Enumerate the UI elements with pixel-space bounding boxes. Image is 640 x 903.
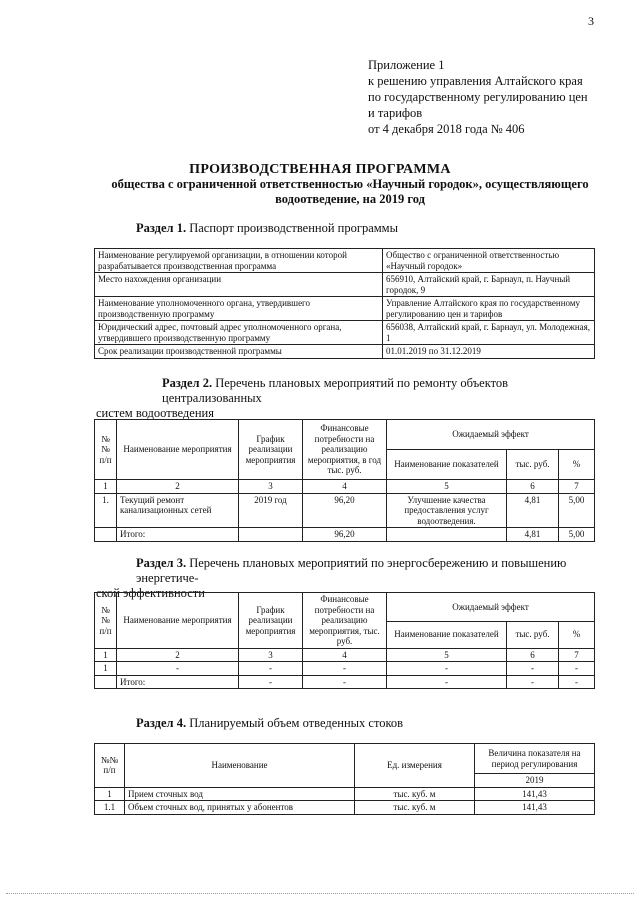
row-value: 141,43: [475, 787, 595, 801]
header-finance: Финансовые потребности на реализацию мероприятия, в год тыс. руб.: [303, 420, 387, 480]
total-rub: 4,81: [507, 528, 559, 542]
section3-label: Раздел 3.: [136, 556, 187, 570]
row-schedule: -: [239, 662, 303, 676]
appendix-line: и тарифов: [368, 106, 423, 120]
section4-text: Планируемый объем отведенных стоков: [189, 716, 404, 730]
row-indicator: Улучшение качества предоставления услуг водоотведения.: [387, 493, 507, 528]
passport-cell-name: Наименование уполномоченного органа, утвердившего производственную программу: [95, 297, 383, 321]
table-row: [95, 493, 595, 528]
row-pct: -: [559, 662, 595, 676]
passport-cell-value: 656038, Алтайский край, г. Барнаул, ул. Молодежная, 1: [383, 321, 595, 345]
passport-cell-value: 01.01.2019 по 31.12.2019: [383, 345, 595, 359]
section4-label: Раздел 4.: [136, 716, 187, 730]
total-label: Итого:: [117, 528, 239, 542]
total-indicator: -: [387, 675, 507, 689]
table-row: [95, 273, 595, 297]
row-num: 1.1: [95, 801, 125, 815]
row-value: 141,43: [475, 801, 595, 815]
passport-cell-name: Юридический адрес, почтовый адрес уполномоченного органа, утвердившего производственную программу: [95, 321, 383, 345]
column-number: 5: [387, 648, 507, 662]
row-name: Текущий ремонт канализационных сетей: [117, 493, 239, 528]
row-num: 1: [95, 662, 117, 676]
total-finance: 96,20: [303, 528, 387, 542]
row-pct: 5,00: [559, 493, 595, 528]
empty-cell: [95, 675, 117, 689]
row-finance: 96,20: [303, 493, 387, 528]
header-pct: %: [559, 621, 595, 648]
table-row: [95, 787, 595, 801]
header-rub: тыс. руб.: [507, 450, 559, 480]
row-num: 1.: [95, 493, 117, 528]
row-rub: 4,81: [507, 493, 559, 528]
row-unit: тыс. куб. м: [355, 787, 475, 801]
header-effect: Ожидаемый эффект: [387, 593, 595, 622]
row-num: 1: [95, 787, 125, 801]
header-year: 2019: [475, 774, 595, 788]
section3-text-cont: ской эффективности: [96, 586, 205, 600]
section2-heading: [96, 376, 596, 421]
section1-text: Паспорт производственной программы: [189, 221, 398, 235]
passport-cell-value: 656910, Алтайский край, г. Барнаул, п. Научный городок, 9: [383, 273, 595, 297]
header-schedule: График реализации мероприятия: [239, 420, 303, 480]
appendix-line: Приложение 1: [368, 58, 445, 72]
header-value: Величина показателя на период регулирования: [475, 744, 595, 774]
table-row: [95, 662, 595, 676]
header-indicator: Наименование показателей: [387, 621, 507, 648]
appendix-line: от 4 декабря 2018 года № 406: [368, 122, 525, 136]
table-header-row: [95, 744, 595, 774]
section3-text: Перечень плановых мероприятий по энергосбережению и повышению энергетиче-: [136, 556, 567, 585]
column-number: 3: [239, 480, 303, 494]
row-unit: тыс. куб. м: [355, 801, 475, 815]
page-number: 3: [588, 14, 594, 28]
header-finance: Финансовые потребности на реализацию мероприятия, тыс. руб.: [303, 593, 387, 649]
section2-text-cont: систем водоотведения: [96, 406, 214, 420]
total-schedule: -: [239, 675, 303, 689]
header-name: Наименование мероприятия: [117, 420, 239, 480]
total-label: Итого:: [117, 675, 239, 689]
column-number: 7: [559, 648, 595, 662]
table-row: [95, 249, 595, 273]
passport-cell-value: Управление Алтайского края по государственному регулированию цен и тарифов: [383, 297, 595, 321]
header-unit: Ед. измерения: [355, 744, 475, 788]
total-pct: -: [559, 675, 595, 689]
header-name: Наименование мероприятия: [117, 593, 239, 649]
empty-cell: [95, 528, 117, 542]
repair-measures-table: [94, 419, 595, 542]
section4-heading: [136, 716, 403, 731]
passport-cell-name: Наименование регулируемой организации, в отношении которой разрабатывается производственная программа: [95, 249, 383, 273]
section1-heading: [136, 221, 398, 236]
header-rub: тыс. руб.: [507, 621, 559, 648]
header-num: №№ п/п: [95, 420, 117, 480]
document-subtitle: [90, 177, 610, 207]
passport-cell-name: Срок реализации производственной программы: [95, 345, 383, 359]
appendix-line: к решению управления Алтайского края: [368, 74, 583, 88]
column-number: 4: [303, 480, 387, 494]
page-bottom-divider: [6, 893, 634, 894]
row-indicator: -: [387, 662, 507, 676]
subtitle-line: водоотведение, на 2019 год: [275, 192, 425, 206]
header-num: №№ п/п: [95, 744, 125, 788]
table-row: [95, 801, 595, 815]
document-title: ПРОИЗВОДСТВЕННАЯ ПРОГРАММА: [189, 162, 451, 177]
column-number: 2: [117, 480, 239, 494]
column-number: 7: [559, 480, 595, 494]
passport-cell-value: Общество с ограниченной ответственностью «Научный городок»: [383, 249, 595, 273]
header-name: Наименование: [125, 744, 355, 788]
energy-measures-table: [94, 592, 595, 689]
column-number: 6: [507, 480, 559, 494]
wastewater-volume-table: [94, 743, 595, 815]
column-number: 1: [95, 648, 117, 662]
total-finance: -: [303, 675, 387, 689]
table-header-row: [95, 593, 595, 622]
row-name: Объем сточных вод, принятых у абонентов: [125, 801, 355, 815]
column-number: 1: [95, 480, 117, 494]
passport-cell-name: Место нахождения организации: [95, 273, 383, 297]
column-number-row: [95, 480, 595, 494]
subtitle-line: общества с ограниченной ответственностью «Научный городок», осуществляющего: [111, 177, 589, 191]
header-schedule: График реализации мероприятия: [239, 593, 303, 649]
column-number: 6: [507, 648, 559, 662]
table-row: [95, 345, 595, 359]
header-pct: %: [559, 450, 595, 480]
section2-text: Перечень плановых мероприятий по ремонту объектов централизованных: [162, 376, 509, 405]
column-number-row: [95, 648, 595, 662]
column-number: 5: [387, 480, 507, 494]
empty-cell: [239, 528, 303, 542]
row-name: -: [117, 662, 239, 676]
column-number: 3: [239, 648, 303, 662]
section1-label: Раздел 1.: [136, 221, 187, 235]
header-indicator: Наименование показателей: [387, 450, 507, 480]
total-pct: 5,00: [559, 528, 595, 542]
total-rub: -: [507, 675, 559, 689]
table-row: [95, 321, 595, 345]
table-row: [95, 297, 595, 321]
column-number: 2: [117, 648, 239, 662]
row-name: Прием сточных вод: [125, 787, 355, 801]
column-number: 4: [303, 648, 387, 662]
header-num: №№ п/п: [95, 593, 117, 649]
total-row: [95, 528, 595, 542]
appendix-block: [368, 57, 628, 137]
passport-table: [94, 248, 595, 359]
total-row: [95, 675, 595, 689]
header-effect: Ожидаемый эффект: [387, 420, 595, 450]
row-finance: -: [303, 662, 387, 676]
row-rub: -: [507, 662, 559, 676]
row-schedule: 2019 год: [239, 493, 303, 528]
table-header-row: [95, 420, 595, 450]
empty-cell: [387, 528, 507, 542]
appendix-line: по государственному регулированию цен: [368, 90, 588, 104]
section2-label: Раздел 2.: [162, 376, 213, 390]
